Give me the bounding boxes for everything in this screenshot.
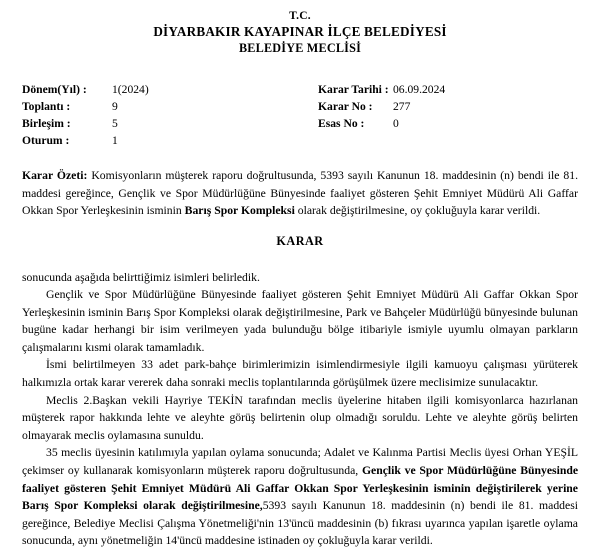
meta-label-toplanti: Toplantı : <box>22 98 112 115</box>
meta-row-toplanti <box>22 98 149 115</box>
summary-text-part1: Komisyonların müşterek raporu doğrultusunda, 5393 sayılı Kanunun 18. maddesinin (n) bendi ile 81. maddesi gereğince, Gençlik ve Spor Müdürlüğüne Bünyesinde faaliyet gösteren Şehit Emniyet Müdürü Ali Gaffar Okkan Spor Yerleşkesinin isminin <box>22 169 578 217</box>
header-council-line: BELEDİYE MECLİSİ <box>0 40 600 56</box>
meta-row-esas-no <box>318 115 445 132</box>
body-paragraph-5-part2: 5393 sayılı Kanunun 18. maddesinin (n) bendi ile 81. maddesi gereğince, Belediye Meclisi Çalışma Yönetmeliği'nin 13'üncü maddesinin (b) fıkrası uyarınca yapılan işaretle oylama sonucunda, aynı yönetmeliğin 14'üncü maddesine istinaden oy çokluğuyla karar verildi. <box>22 499 578 547</box>
body-paragraph-5 <box>22 444 578 550</box>
meta-value-karar-tarihi: 06.09.2024 <box>393 81 445 98</box>
decision-body <box>22 269 578 550</box>
meta-row-oturum <box>22 132 149 149</box>
meta-value-esas-no: 0 <box>393 115 399 132</box>
meta-row-birlesim <box>22 115 149 132</box>
meta-value-karar-no: 277 <box>393 98 410 115</box>
meta-column-left <box>22 81 149 149</box>
meta-label-karar-tarihi: Karar Tarihi : <box>318 81 393 98</box>
document-header <box>0 0 600 56</box>
meta-label-esas-no: Esas No : <box>318 115 393 132</box>
body-paragraph-2: Gençlik ve Spor Müdürlüğüne Bünyesinde faaliyet gösteren Şehit Emniyet Müdürü Ali Gaffar Okkan Spor Yerleşkesinin isminin Barış Spor Kompleksi olarak değiştirilmesine, Park ve Bahçeler Müdürlüğü bünyesinde bulunan bugüne kadar herhangi bir isim verilmeyen yada bulunduğu bölge itibariyle ismiyle uyumlu olmayan parkların çalışmalarını kısmi olarak tamamladık. <box>22 286 578 356</box>
summary-text-part2: olarak değiştirilmesine, oy çokluğuyla karar verildi. <box>295 204 540 217</box>
meta-label-oturum: Oturum : <box>22 132 112 149</box>
meta-column-right <box>318 81 445 132</box>
meta-label-donem: Dönem(Yıl) : <box>22 81 112 98</box>
body-paragraph-3: İsmi belirtilmeyen 33 adet park-bahçe birimlerimizin isimlendirmesiyle ilgili kamuoyu çalışması yürüterek halkımızla ortak karar vererek daha sonraki meclis toplantılarında görüşülmek üzere meclisimize sunulacaktır. <box>22 356 578 391</box>
meta-value-birlesim: 5 <box>112 115 118 132</box>
summary-bold-complex-name: Barış Spor Kompleksi <box>185 204 295 217</box>
meta-label-karar-no: Karar No : <box>318 98 393 115</box>
body-paragraph-5-part1: 35 meclis üyesinin katılımıyla yapılan oylama sonucunda; Adalet ve Kalınma Partisi Meclis üyesi Orhan YEŞİL çekimser oy kullanarak komisyonların müşterek raporu doğrultusunda, <box>22 446 578 477</box>
header-republic-line: T.C. <box>0 9 600 23</box>
meta-fields <box>0 81 600 153</box>
meta-value-donem: 1(2024) <box>112 81 149 98</box>
body-paragraph-1: sonucunda aşağıda belirttiğimiz isimleri belirledik. <box>22 269 578 287</box>
body-paragraph-5-bold-resolution: Gençlik ve Spor Müdürlüğüne Bünyesinde faaliyet gösteren Şehit Emniyet Müdürü Ali Gaffar Okkan Spor Yerleşkesinin isminin değiştirilerek yerine Barış Spor Kompleksi olarak değiştirilmesine, <box>22 464 578 512</box>
meta-row-karar-no <box>318 98 445 115</box>
body-paragraph-4: Meclis 2.Başkan vekili Hayriye TEKİN tarafından meclis üyelerine hitaben ilgili komisyonlarca hazırlanan müşterek rapor hakkında lehte ve aleyhte görüş belirtenin olup olmadığı soruldu. Lehte ve aleyhte görüş belirten olmayarak meclis oylamasına sunuldu. <box>22 392 578 445</box>
meta-value-toplanti: 9 <box>112 98 118 115</box>
decision-summary <box>22 167 578 220</box>
meta-row-karar-tarihi <box>318 81 445 98</box>
summary-label: Karar Özeti: <box>22 169 87 182</box>
meta-row-donem <box>22 81 149 98</box>
header-municipality-line: DİYARBAKIR KAYAPINAR İLÇE BELEDİYESİ <box>0 23 600 40</box>
meta-label-birlesim: Birleşim : <box>22 115 112 132</box>
decision-heading: KARAR <box>0 234 600 249</box>
meta-value-oturum: 1 <box>112 132 118 149</box>
